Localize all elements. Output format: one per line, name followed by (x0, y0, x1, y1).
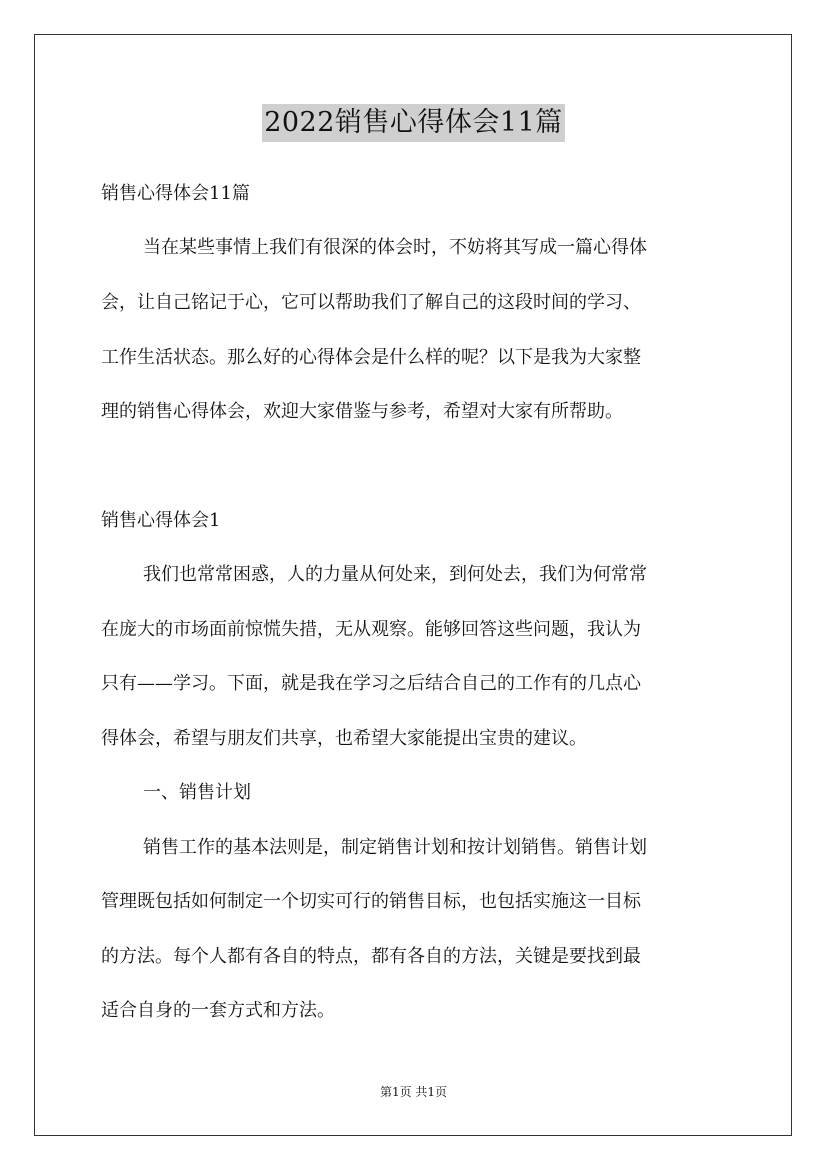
intro-line-1: 当在某些事情上我们有很深的体会时，不妨将其写成一篇心得体 (143, 237, 647, 258)
intro-line-2: 会，让自己铭记于心，它可以帮助我们了解自己的这段时间的学习、 (101, 292, 641, 313)
plan-line-4: 适合自身的一套方式和方法。 (101, 1000, 335, 1021)
intro-line-3: 工作生活状态。那么好的心得体会是什么样的呢？以下是我为大家整 (101, 347, 641, 368)
section1-line-4: 得体会，希望与朋友们共享，也希望大家能提出宝贵的建议。 (101, 728, 587, 749)
section-heading: 销售心得体会1 (101, 510, 221, 531)
plan-line-3: 的方法。每个人都有各自的特点，都有各自的方法，关键是要找到最 (101, 946, 641, 967)
section1-line-3: 只有——学习。下面，就是我在学习之后结合自己的工作有的几点心 (101, 673, 641, 694)
section1-line-2: 在庞大的市场面前惊慌失措，无从观察。能够回答这些问题，我认为 (101, 619, 641, 640)
subheading-sales-plan: 一、销售计划 (143, 782, 251, 803)
plan-line-2: 管理既包括如何制定一个切实可行的销售目标，也包括实施这一目标 (101, 891, 641, 912)
document-subtitle: 销售心得体会11篇 (101, 183, 250, 204)
section1-line-1: 我们也常常困惑，人的力量从何处来，到何处去，我们为何常常 (143, 564, 647, 585)
intro-line-4: 理的销售心得体会，欢迎大家借鉴与参考，希望对大家有所帮助。 (101, 401, 623, 422)
plan-line-1: 销售工作的基本法则是，制定销售计划和按计划销售。销售计划 (143, 837, 647, 858)
title-container (0, 104, 827, 142)
page-footer: 第1页 共1页 (379, 1085, 448, 1099)
document-title: 2022销售心得体会11篇 (262, 104, 565, 142)
